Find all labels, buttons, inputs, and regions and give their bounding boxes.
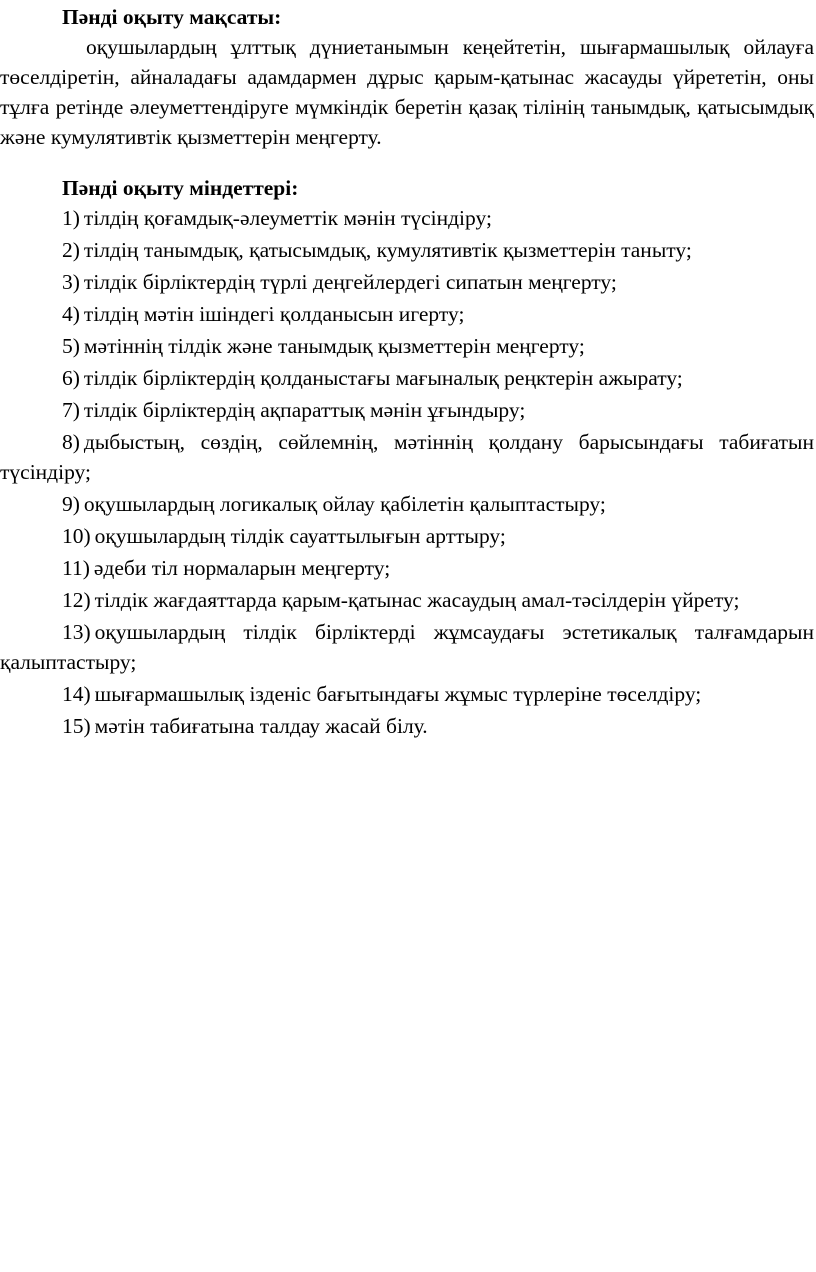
task-item-5: [0, 331, 814, 361]
task-text: тілдің мәтін ішіндегі қолданысын игерту;: [83, 302, 465, 326]
goal-heading: Пәнді оқыту мақсаты:: [62, 5, 282, 29]
task-text: тілдік бірліктердің түрлі деңгейлердегі сипатын меңгерту;: [83, 270, 617, 294]
task-number: 15): [62, 714, 91, 738]
task-text: тілдік бірліктердің қолданыстағы мағыналық реңктерін ажырату;: [83, 366, 683, 390]
tasks-list: [0, 203, 814, 743]
task-item-11: [0, 553, 814, 583]
task-text: тілдік жағдаяттарда қарым-қатынас жасаудың амал-тәсілдерін үйрету;: [94, 588, 740, 612]
task-number: 10): [62, 524, 91, 548]
task-text: тілдік бірліктердің ақпараттық мәнін ұғындыру;: [83, 398, 526, 422]
task-item-15: [0, 711, 814, 741]
task-number: 11): [62, 556, 90, 580]
task-text: тілдің танымдық, қатысымдық, кумулятивтік қызметтерін таныту;: [83, 238, 692, 262]
task-item-1: [0, 203, 814, 233]
task-text: тілдің қоғамдық-әлеуметтік мәнін түсіндіру;: [83, 206, 492, 230]
task-text: дыбыстың, сөздің, сөйлемнің, мәтіннің қолдану барысындағы табиғатын түсіндіру;: [0, 430, 814, 484]
task-number: 13): [62, 620, 91, 644]
task-item-10: [0, 521, 814, 551]
task-text: мәтін табиғатына талдау жасай білу.: [94, 714, 428, 738]
task-number: 12): [62, 588, 91, 612]
task-number: 4): [62, 302, 80, 326]
task-number: 14): [62, 682, 91, 706]
task-number: 3): [62, 270, 80, 294]
task-item-2: [0, 235, 814, 265]
task-number: 2): [62, 238, 80, 262]
task-text: оқушылардың логикалық ойлау қабілетін қалыптастыру;: [83, 492, 606, 516]
task-text: оқушылардың тілдік сауаттылығын арттыру;: [94, 524, 506, 548]
task-item-9: [0, 489, 814, 519]
task-number: 8): [62, 430, 80, 454]
task-item-4: [0, 299, 814, 329]
task-item-14: [0, 679, 814, 709]
task-item-6: [0, 363, 814, 393]
task-item-8: [0, 427, 814, 487]
task-item-12: [0, 585, 814, 615]
task-number: 5): [62, 334, 80, 358]
task-item-3: [0, 267, 814, 297]
task-text: оқушылардың тілдік бірліктерді жұмсаудағы эстетикалық талғамдарын қалыптастыру;: [0, 620, 814, 674]
task-number: 6): [62, 366, 80, 390]
task-text: мәтіннің тілдік және танымдық қызметтерін меңгерту;: [83, 334, 585, 358]
tasks-heading: Пәнді оқыту міндеттері:: [62, 176, 299, 200]
task-item-7: [0, 395, 814, 425]
task-text: шығармашылық ізденіс бағытындағы жұмыс түрлеріне төселдіру;: [94, 682, 702, 706]
task-number: 1): [62, 206, 80, 230]
task-number: 9): [62, 492, 80, 516]
task-number: 7): [62, 398, 80, 422]
task-text: әдеби тіл нормаларын меңгерту;: [93, 556, 391, 580]
task-item-13: [0, 617, 814, 677]
goal-paragraph: оқушылардың ұлттық дүниетанымын кеңейтетін, шығармашылық ойлауға төселдіретін, айналадағы адамдармен дұрыс қарым-қатынас жасауды үйрететін, оны тұлға ретінде әлеуметтендіруге мүмкіндік беретін қазақ тілінің танымдық, қатысымдық және кумулятивтік қызметтерін меңгерту.: [0, 35, 814, 149]
